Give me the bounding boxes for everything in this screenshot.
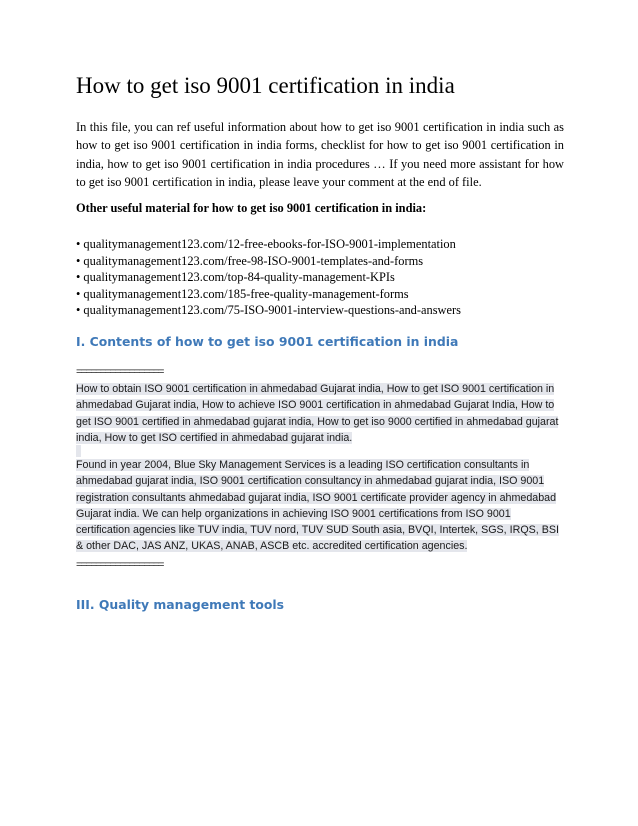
resource-link-templates[interactable]: • qualitymanagement123.com/free-98-ISO-9001-templates-and-forms xyxy=(76,253,424,268)
divider-line: ================== xyxy=(76,366,163,378)
resource-link-list xyxy=(76,236,461,319)
section-contents-heading: I. Contents of how to get iso 9001 certification in india xyxy=(76,334,459,349)
contents-paragraph-text: How to obtain ISO 9001 certification in ahmedabad Gujarat india, How to get ISO 9001 certification in ahmedabad Gujarat india, How to achieve ISO 9001 certification in ahmedabad Gujarat India, How to get ISO 9001 certified in ahmedabad gujarat india, How to get iso 9000 certified in ahmedabad gujarat india, How to get ISO certified in ahmedabad gujarat india. xyxy=(76,383,559,444)
resource-link-interview[interactable]: • qualitymanagement123.com/75-ISO-9001-interview-questions-and-answers xyxy=(76,303,461,317)
intro-paragraph: In this file, you can ref useful information about how to get iso 9001 certification in india such as how to get iso 9001 certification in india forms, checklist for how to get iso 9001 certification in india, how to get iso 9001 certification in india procedures … If you need more assistant for how to get iso 9001 certification in india, please leave your comment at the end of file. xyxy=(76,120,564,190)
resource-link-ebooks[interactable]: • qualitymanagement123.com/12-free-ebooks-for-ISO-9001-implementation xyxy=(76,237,456,251)
company-paragraph-text: Found in year 2004, Blue Sky Management Services is a leading ISO certification consultants in ahmedabad gujarat india, ISO 9001 certification consultancy in ahmedabad gujarat india, ISO 9001 registration consultants ahmedabad gujarat india, ISO 9001 certificate provider agency in ahmedabad Gujarat india. We can help organizations in achieving ISO 9001 certifications from ISO 9001 certification agencies like TUV india, TUV nord, TUV SUD South asia, BVQI, Intertek, SGS, IRQS, BSI & other DAC, JAS ANZ, UKAS, ANAB, ASCB etc. accredited certification agencies. xyxy=(76,459,559,553)
highlight-spacer xyxy=(76,445,81,457)
company-paragraph xyxy=(76,457,562,555)
contents-paragraph xyxy=(76,381,562,446)
useful-material-heading: Other useful material for how to get iso 9001 certification in india: xyxy=(76,201,427,215)
section-quality-tools-heading: III. Quality management tools xyxy=(76,597,285,612)
page-title: How to get iso 9001 certification in india xyxy=(76,73,455,98)
divider-line-2: ================== xyxy=(76,559,163,571)
resource-link-forms[interactable]: • qualitymanagement123.com/185-free-quality-management-forms xyxy=(76,286,409,301)
resource-link-kpis[interactable]: • qualitymanagement123.com/top-84-quality-management-KPIs xyxy=(76,270,395,284)
